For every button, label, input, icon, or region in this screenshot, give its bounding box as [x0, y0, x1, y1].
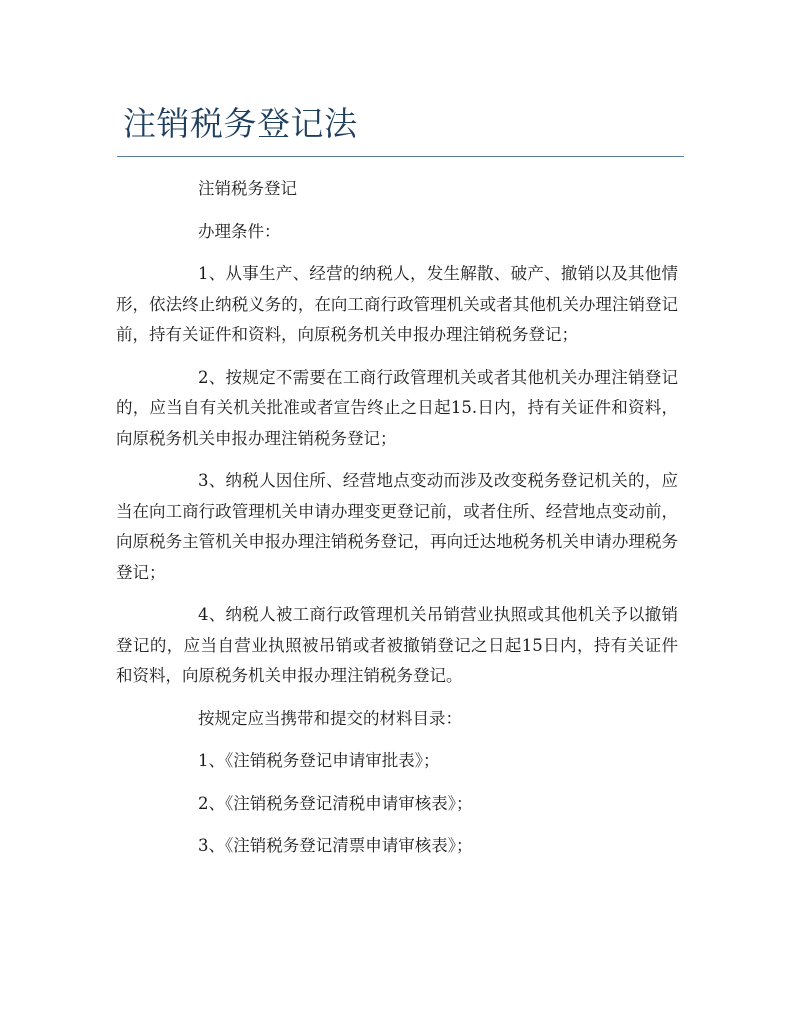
condition-item-3: 3、纳税人因住所、经营地点变动而涉及改变税务登记机关的，应当在向工商行政管理机关申请办理变更登记前，或者住所、经营地点变动前，向原税务主管机关申报办理注销税务登记，再向迁达地税务机关申请办理税务登记；: [116, 471, 678, 582]
document-body: [116, 174, 678, 862]
condition-item-2: 2、按规定不需要在工商行政管理机关或者其他机关办理注销登记的，应当自有关机关批准或者宣告终止之日起15.日内，持有关证件和资料，向原税务机关申报办理注销税务登记；: [116, 367, 678, 448]
document-title: 注销税务登记法: [123, 104, 358, 143]
conditions-heading: 办理条件：: [198, 221, 281, 241]
material-item-2: 2、《注销税务登记清税申请审核表》；: [198, 793, 473, 813]
material-item-3: 3、《注销税务登记清票申请审核表》；: [198, 836, 473, 855]
materials-heading: 按规定应当携带和提交的材料目录：: [198, 708, 462, 728]
section-heading: 注销税务登记: [198, 179, 297, 198]
material-item-1: 1、《注销税务登记申请审批表》；: [198, 751, 440, 770]
title-divider: [117, 156, 684, 157]
condition-item-4: 4、纳税人被工商行政管理机关吊销营业执照或其他机关予以撤销登记的，应当自营业执照被吊销或者被撤销登记之日起15日内，持有关证件和资料，向原税务机关申报办理注销税务登记。: [116, 605, 678, 685]
condition-item-1: 1、从事生产、经营的纳税人，发生解散、破产、撤销以及其他情形，依法终止纳税义务的，在向工商行政管理机关或者其他机关办理注销登记前，持有关证件和资料，向原税务机关申报办理注销税务登记；: [116, 264, 678, 344]
